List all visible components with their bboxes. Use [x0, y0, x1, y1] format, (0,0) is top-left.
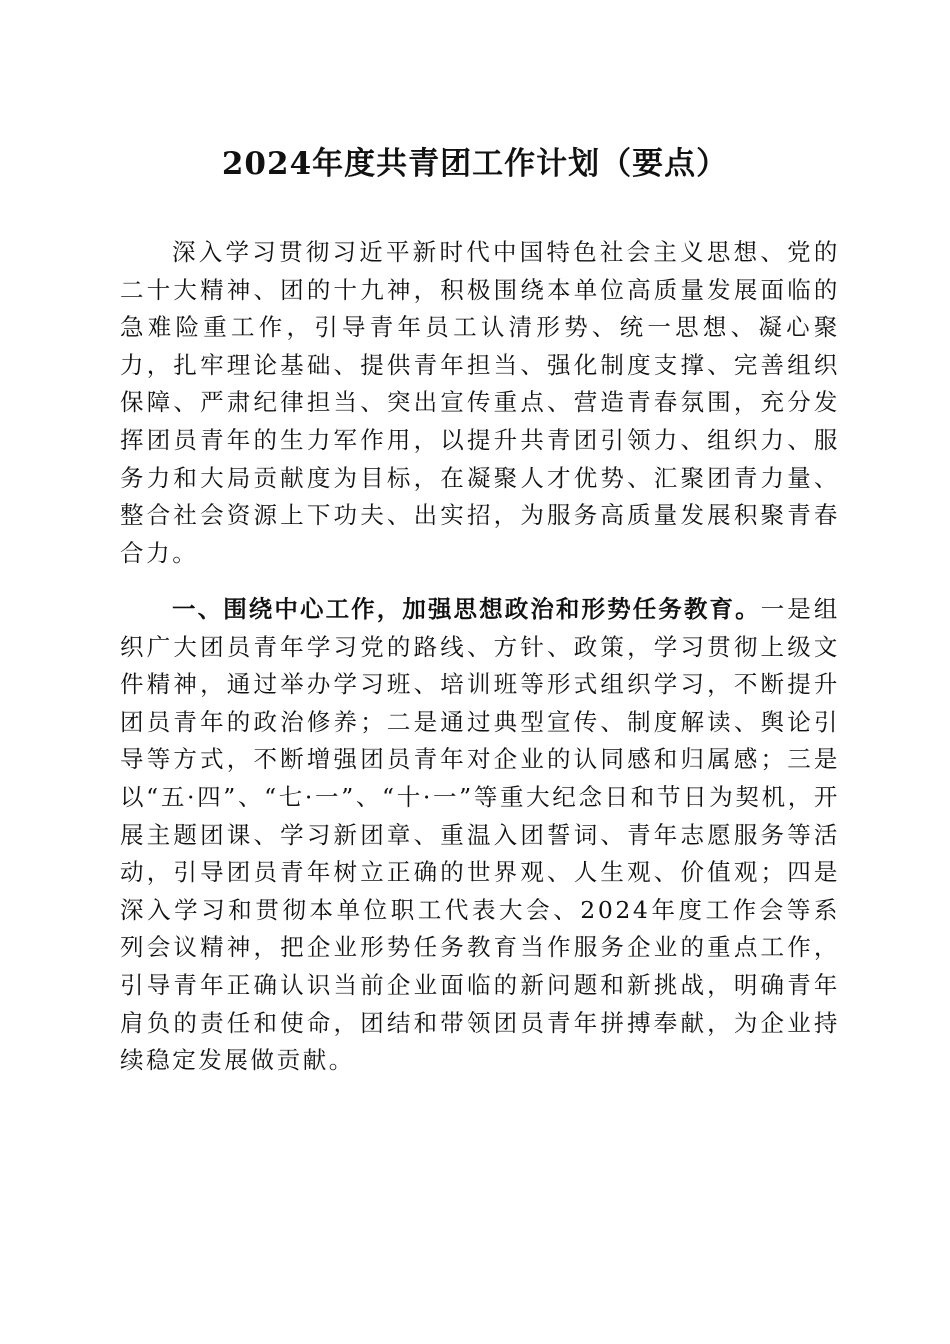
intro-paragraph — [120, 234, 840, 572]
section-one-text: 一是组织广大团员青年学习党的路线、方针、政策，学习贯彻上级文件精神，通过举办学习班、培训班等形式组织学习，不断提升团员青年的政治修养；二是通过典型宣传、制度解读、舆论引导等方式，不断增强团员青年对企业的认同感和归属感；三是以“五·四”、“七·一”、“十·一”等重大纪念日和节日为契机，开展主题团课、学习新团章、重温入团誓词、青年志愿服务等活动，引导团员青年树立正确的世界观、人生观、价值观；四是深入学习和贯彻本单位职工代表大会、2024年度工作会等系列会议精神，把企业形势任务教育当作服务企业的重点工作，引导青年正确认识当前企业面临的新问题和新挑战，明确青年肩负的责任和使命，团结和带领团员青年拼搏奉献，为企业持续稳定发展做贡献。 — [120, 595, 840, 1075]
document-title: 2024年度共青团工作计划（要点） — [221, 146, 729, 182]
section-one-paragraph — [120, 591, 840, 1080]
section-one-heading: 一、围绕中心工作，加强思想政治和形势任务教育。 — [172, 595, 761, 623]
intro-paragraph-text: 深入学习贯彻习近平新时代中国特色社会主义思想、党的二十大精神、团的十九神，积极围绕本单位高质量发展面临的急难险重工作，引导青年员工认清形势、统一思想、凝心聚力，扎牢理论基础、提供青年担当、强化制度支撑、完善组织保障、严肃纪律担当、突出宣传重点、营造青春氛围，充分发挥团员青年的生力军作用，以提升共青团引领力、组织力、服务力和大局贡献度为目标，在凝聚人才优势、汇聚团青力量、整合社会资源上下功夫、出实招，为服务高质量发展积聚青春合力。 — [120, 238, 840, 567]
